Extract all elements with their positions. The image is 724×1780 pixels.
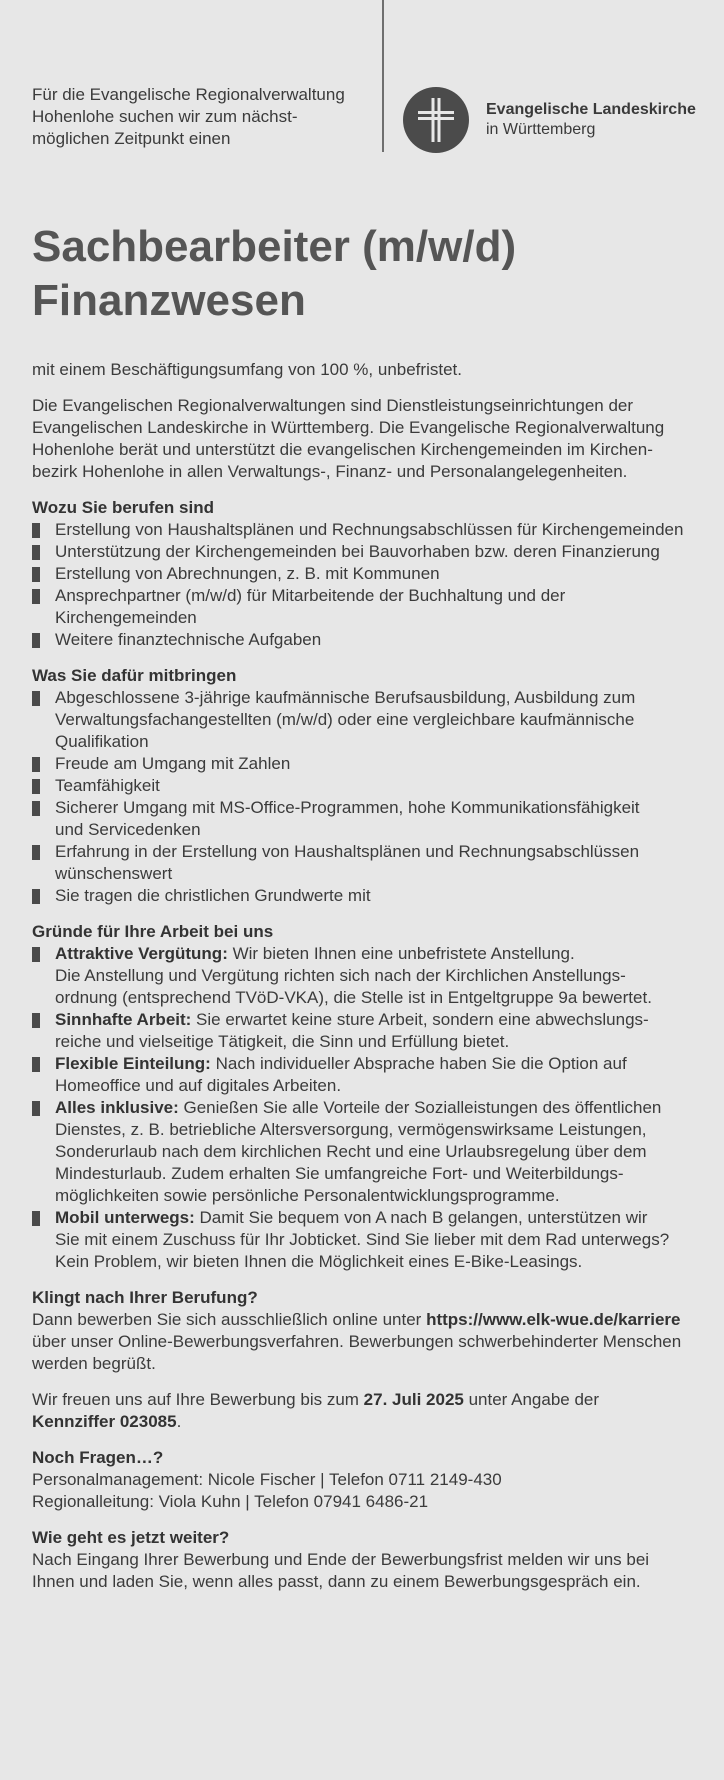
apply-heading: Klingt nach Ihrer Berufung? bbox=[32, 1288, 258, 1307]
list-item bbox=[32, 585, 697, 629]
intro-line: Hohenlohe suchen wir zum nächst- bbox=[32, 107, 298, 126]
career-link[interactable]: https://www.elk-wue.de/karriere bbox=[426, 1310, 681, 1329]
item-text: Sicherer Umgang mit MS-Office-Programmen, hohe Kommunikationsfähigkeit bbox=[55, 798, 640, 817]
description-line: Hohenlohe berät und unterstützt die evangelischen Kirchengemeinden im Kirchen- bbox=[32, 440, 653, 459]
item-text: Sonderurlaub nach dem kirchlichen Recht und eine Urlaubsregelung über dem bbox=[55, 1142, 647, 1161]
item-text: Ansprechpartner (m/w/d) für Mitarbeitende der Buchhaltung und der bbox=[55, 586, 566, 605]
item-text: Unterstützung der Kirchengemeinden bei Bauvorhaben bzw. deren Finanzierung bbox=[55, 542, 660, 561]
item-text: Dienstes, z. B. betriebliche Altersversorgung, vermögenswirksame Leistungen, bbox=[55, 1120, 647, 1139]
list-item bbox=[32, 1053, 697, 1097]
apply-text bbox=[32, 1309, 697, 1375]
list-item bbox=[32, 519, 697, 541]
item-text: Verwaltungsfachangestellten (m/w/d) oder eine vergleichbare kaufmännische bbox=[55, 710, 635, 729]
deadline-text-part: unter Angabe der bbox=[463, 1390, 600, 1409]
intro-text bbox=[32, 84, 372, 150]
item-text: Erstellung von Haushaltsplänen und Rechnungsabschlüssen für Kirchengemeinden bbox=[55, 520, 684, 539]
organization-description bbox=[32, 395, 697, 483]
apply-text-line: über unser Online-Bewerbungsverfahren. Bewerbungen schwerbehinderter Menschen bbox=[32, 1332, 682, 1351]
intro-line: Für die Evangelische Regionalverwaltung bbox=[32, 85, 345, 104]
employment-scope: mit einem Beschäftigungsumfang von 100 %, unbefristet. bbox=[32, 360, 462, 379]
list-item bbox=[32, 541, 697, 563]
item-text: Erstellung von Abrechnungen, z. B. mit Kommunen bbox=[55, 564, 440, 583]
item-text: Mindesturlaub. Zudem erhalten Sie umfangreiche Fort- und Weiterbildungs- bbox=[55, 1164, 624, 1183]
benefit-label: Attraktive Vergütung: bbox=[55, 944, 228, 963]
list-item bbox=[32, 1009, 697, 1053]
list-item bbox=[32, 687, 697, 753]
list-item bbox=[32, 1097, 697, 1207]
item-text: Freude am Umgang mit Zahlen bbox=[55, 754, 291, 773]
apply-text-line: werden begrüßt. bbox=[32, 1354, 156, 1373]
requirements-section bbox=[32, 665, 697, 907]
item-text: Kein Problem, wir bieten Ihnen die Möglichkeit eines E-Bike-Leasings. bbox=[55, 1252, 583, 1271]
questions-heading: Noch Fragen…? bbox=[32, 1448, 164, 1467]
requirements-heading: Was Sie dafür mitbringen bbox=[32, 666, 237, 685]
item-text: reiche und vielseitige Tätigkeit, die Sinn und Erfüllung bietet. bbox=[55, 1032, 510, 1051]
logo-line-1: Evangelische Landeskirche bbox=[486, 101, 696, 118]
item-text: Erfahrung in der Erstellung von Haushaltsplänen und Rechnungsabschlüssen bbox=[55, 842, 640, 861]
item-text: wünschenswert bbox=[55, 864, 173, 883]
item-text: und Servicedenken bbox=[55, 820, 201, 839]
benefits-section bbox=[32, 921, 697, 1273]
list-item bbox=[32, 841, 697, 885]
list-item bbox=[32, 1207, 697, 1273]
item-text: Sie erwartet keine sture Arbeit, sondern eine abwechslungs- bbox=[191, 1010, 649, 1029]
job-title bbox=[32, 220, 697, 328]
benefits-heading: Gründe für Ihre Arbeit bei uns bbox=[32, 922, 274, 941]
next-steps-line: Ihnen und laden Sie, wenn alles passt, dann zu einem Bewerbungsgespräch ein. bbox=[32, 1572, 641, 1591]
list-item bbox=[32, 563, 697, 585]
item-text: Abgeschlossene 3-jährige kaufmännische Berufsausbildung, Ausbildung zum bbox=[55, 688, 636, 707]
list-item bbox=[32, 629, 697, 651]
benefit-label: Mobil unterwegs: bbox=[55, 1208, 195, 1227]
church-logo bbox=[403, 86, 703, 154]
list-item bbox=[32, 775, 697, 797]
intro-line: möglichen Zeitpunkt einen bbox=[32, 129, 231, 148]
logo-line-2: in Württemberg bbox=[486, 121, 596, 138]
item-text: Qualifikation bbox=[55, 732, 149, 751]
item-text: Weitere finanztechnische Aufgaben bbox=[55, 630, 322, 649]
item-text: Damit Sie bequem von A nach B gelangen, unterstützen wir bbox=[194, 1208, 648, 1227]
tasks-list bbox=[32, 519, 697, 651]
tasks-section bbox=[32, 497, 697, 651]
description-line: bezirk Hohenlohe in allen Verwaltungs-, Finanz- und Personalangelegenheiten. bbox=[32, 462, 628, 481]
item-text: Teamfähigkeit bbox=[55, 776, 160, 795]
item-text: Nach individueller Absprache haben Sie die Option auf bbox=[210, 1054, 627, 1073]
apply-text-line: Dann bewerben Sie sich ausschließlich online unter bbox=[32, 1310, 427, 1329]
benefit-label: Sinnhafte Arbeit: bbox=[55, 1010, 192, 1029]
next-steps-text bbox=[32, 1549, 697, 1593]
deadline-date: 27. Juli 2025 bbox=[363, 1390, 464, 1409]
item-text: Sie mit einem Zuschuss für Ihr Jobticket. Sind Sie lieber mit dem Rad unterwegs? bbox=[55, 1230, 670, 1249]
benefit-label: Flexible Einteilung: bbox=[55, 1054, 211, 1073]
item-text: Sie tragen die christlichen Grundwerte mit bbox=[55, 886, 371, 905]
benefit-label: Alles inklusive: bbox=[55, 1098, 179, 1117]
item-text: Kirchengemeinden bbox=[55, 608, 197, 627]
tasks-heading: Wozu Sie berufen sind bbox=[32, 498, 214, 517]
description-line: Die Evangelischen Regionalverwaltungen sind Dienstleistungseinrichtungen der bbox=[32, 396, 634, 415]
job-posting bbox=[32, 220, 697, 1593]
deadline-text bbox=[32, 1389, 697, 1433]
contacts bbox=[32, 1469, 697, 1513]
next-steps-line: Nach Eingang Ihrer Bewerbung und Ende der Bewerbungsfrist melden wir uns bei bbox=[32, 1550, 650, 1569]
list-item bbox=[32, 885, 697, 907]
item-text: ordnung (entsprechend TVöD-VKA), die Stelle ist in Entgeltgruppe 9a bewertet. bbox=[55, 988, 652, 1007]
item-text: Wir bieten Ihnen eine unbefristete Anstellung. bbox=[227, 944, 575, 963]
benefits-list bbox=[32, 943, 697, 1273]
cross-icon bbox=[403, 87, 469, 153]
item-text: möglichkeiten sowie persönliche Personalentwicklungsprogramme. bbox=[55, 1186, 560, 1205]
next-steps-section bbox=[32, 1527, 697, 1593]
description-line: Evangelischen Landeskirche in Württemberg. Die Evangelische Regionalverwaltung bbox=[32, 418, 665, 437]
questions-section bbox=[32, 1447, 697, 1513]
reference-number: Kennziffer 023085 bbox=[32, 1412, 177, 1431]
item-text: Homeoffice und auf digitales Arbeiten. bbox=[55, 1076, 342, 1095]
list-item bbox=[32, 797, 697, 841]
deadline-text-part: Wir freuen uns auf Ihre Bewerbung bis zum bbox=[32, 1390, 364, 1409]
requirements-list bbox=[32, 687, 697, 907]
list-item bbox=[32, 753, 697, 775]
header-divider bbox=[382, 0, 384, 152]
item-text: Die Anstellung und Vergütung richten sich nach der Kirchlichen Anstellungs- bbox=[55, 966, 626, 985]
contact-line: Personalmanagement: Nicole Fischer | Telefon 0711 2149-430 bbox=[32, 1470, 502, 1489]
contact-line: Regionalleitung: Viola Kuhn | Telefon 07941 6486-21 bbox=[32, 1492, 429, 1511]
logo-text bbox=[486, 100, 696, 140]
item-text: Genießen Sie alle Vorteile der Sozialleistungen des öffentlichen bbox=[178, 1098, 662, 1117]
job-title-line: Finanzwesen bbox=[32, 276, 306, 325]
deadline-section bbox=[32, 1389, 697, 1433]
job-title-line: Sachbearbeiter (m/w/d) bbox=[32, 222, 517, 271]
apply-section bbox=[32, 1287, 697, 1375]
next-steps-heading: Wie geht es jetzt weiter? bbox=[32, 1528, 230, 1547]
list-item bbox=[32, 943, 697, 1009]
deadline-text-part: . bbox=[176, 1412, 182, 1431]
